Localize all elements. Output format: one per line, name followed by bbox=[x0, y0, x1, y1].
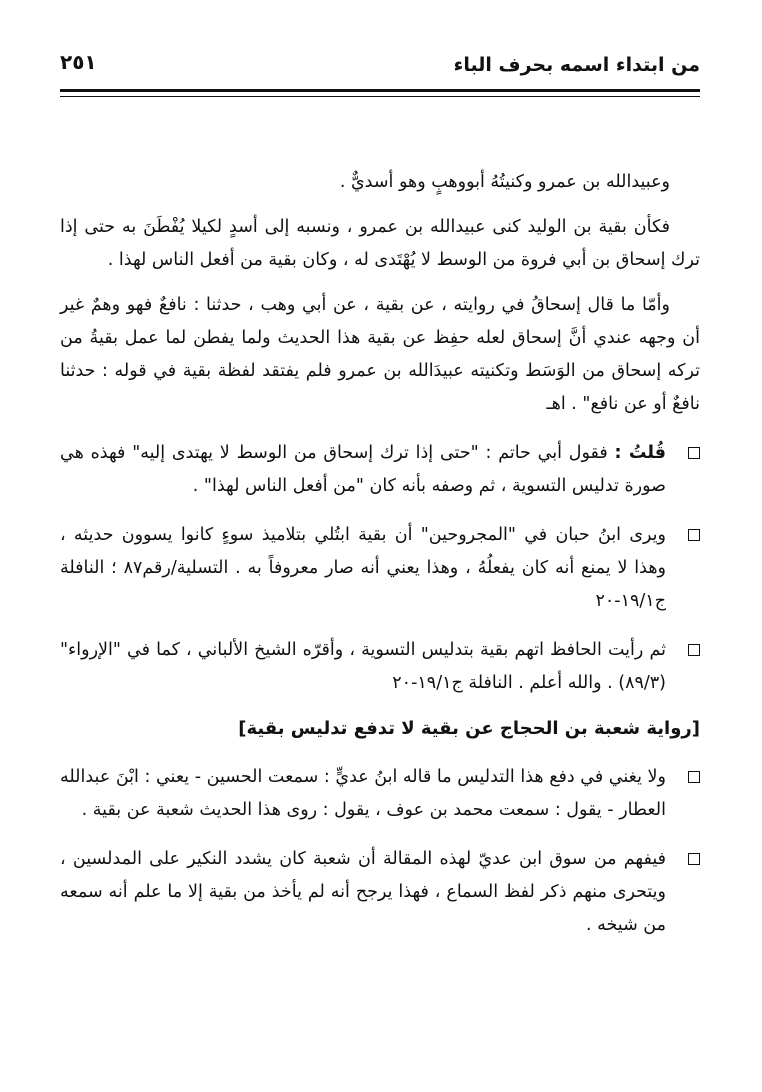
checkbox-square-icon bbox=[688, 853, 700, 865]
checkbox-square-icon bbox=[688, 529, 700, 541]
bullet-item bbox=[60, 634, 700, 700]
body-text bbox=[60, 166, 700, 942]
bullet-text: فقول أبي حاتم : "حتى إذا ترك إسحاق من الوسط لا يهتدى إليه" فهذه هي صورة تدليس التسوية ، ثم وصفه بأنه كان "من أفعل الناس لهذا" . bbox=[60, 443, 666, 496]
bullet-item bbox=[60, 437, 700, 503]
bullet-item bbox=[60, 761, 700, 827]
paragraph-3: وأمّا ما قال إسحاقُ في روايته ، عن بقية ، عن أبي وهب ، حدثنا : نافعٌ فهو وهمٌ غير أن وجهه عندي أنَّ إسحاق لعله حفِظ عن بقية هذا الحديث ولما يفطن لما عمل بقيةُ من تركه إسحاق من الوَسَط وتكنيته عبيدَالله بن عمرو فلم يفتقد لفظة بقية في قوله : حدثنا نافعٌ أو عن نافع" . اهـ bbox=[60, 295, 700, 414]
bullet-text: ثم رأيت الحافظ اتهم بقية بتدليس التسوية ، وأقرّه الشيخ الألباني ، كما في "الإرواء" (٨٩/٣) . والله أعلم . النافلة ج١٩/١-٢٠ bbox=[60, 640, 666, 693]
bullet-text: ويرى ابنُ حبان في "المجروحين" أن بقية ابتُلي بتلاميذ سوءٍ كانوا يسوون حديثه ، وهذا لا يمنع أنه كان يفعلُهُ ، وهذا يعني أنه صار معروفاً به . التسلية/رقم٨٧ ؛ النافلة ج١٩/١-٢٠ bbox=[60, 525, 666, 611]
bullet-text: ولا يغني في دفع هذا التدليس ما قاله ابنُ عديٍّ : سمعت الحسين - يعني : ابْنَ عبدالله العطار - يقول : سمعت محمد بن عوف ، يقول : روى هذا الحديث شعبة عن بقية . bbox=[60, 767, 666, 820]
checkbox-square-icon bbox=[688, 771, 700, 783]
checkbox-square-icon bbox=[688, 447, 700, 459]
running-title: من ابتداء اسمه بحرف الباء bbox=[453, 54, 700, 76]
bullet-text: فيفهم من سوق ابن عديّ لهذه المقالة أن شعبة كان يشدد النكير على المدلسين ، ويتحرى منهم ذكر لفظ السماع ، فهذا يرجح أنه لم يأخذ من بقية إلا ما علم أنه سمعه من شيخه . bbox=[60, 849, 666, 935]
page-number: ٢٥١ bbox=[60, 50, 97, 74]
header-rule-thin bbox=[60, 96, 700, 97]
bullet-item bbox=[60, 843, 700, 942]
checkbox-square-icon bbox=[688, 644, 700, 656]
page-header bbox=[60, 50, 700, 84]
bullet-item bbox=[60, 519, 700, 618]
bullet-lead: قُلتُ : bbox=[614, 443, 666, 463]
paragraph-2: فكأن بقية بن الوليد كنى عبيدالله بن عمرو ، ونسبه إلى أسدٍ لكيلا يُفْطَنَ به حتى إذا ترك إسحاق بن أبي فروة من الوسط لا يُهْتَدى له ، وكان بقية من أفعل الناس لهذا . bbox=[60, 217, 700, 270]
paragraph-1: وعبيدالله بن عمرو وكنيتُهُ أبووهبٍ وهو أسديٌّ . bbox=[339, 172, 670, 192]
section-heading: [رواية شعبة بن الحجاج عن بقية لا تدفع تدليس بقية] bbox=[238, 718, 700, 739]
header-rule-thick bbox=[60, 89, 700, 92]
